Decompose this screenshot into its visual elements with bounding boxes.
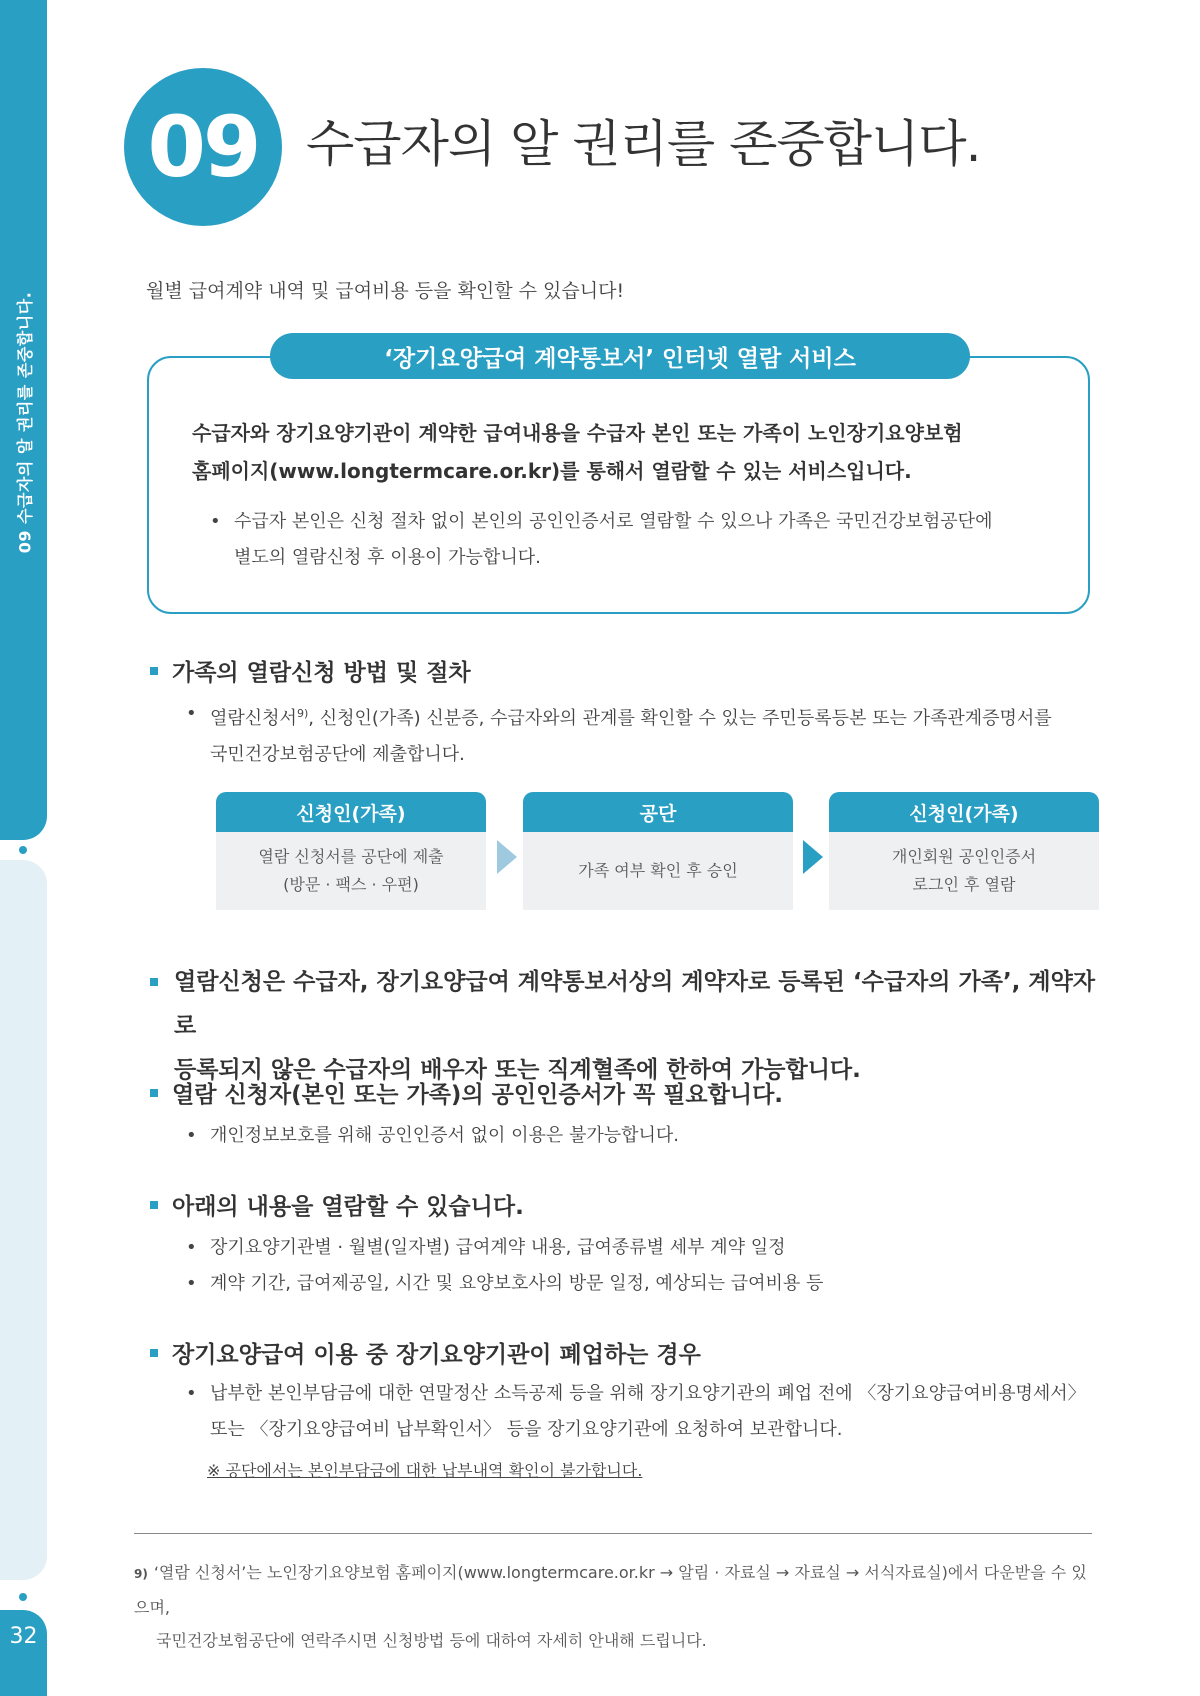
service-box-title: ‘장기요양급여 계약통보서’ 인터넷 열람 서비스 bbox=[270, 333, 970, 379]
bullet-dot: • bbox=[186, 1273, 197, 1294]
content-bullet bbox=[186, 1266, 1086, 1302]
service-bullet-line: 별도의 열람신청 후 이용이 가능합니다. bbox=[234, 547, 541, 568]
bullet-dot: • bbox=[186, 703, 197, 724]
flow-step-line: 열람 신청서를 공단에 제출 bbox=[258, 847, 444, 866]
section-heading-text: 열람 신청자(본인 또는 가족)의 공인인증서가 꼭 필요합니다. bbox=[172, 1082, 784, 1108]
flow-step-title: 신청인(가족) bbox=[216, 792, 486, 832]
family-bullet-pre: 열람신청서 bbox=[210, 708, 297, 729]
content-bullet-text: 계약 기간, 급여제공일, 시간 및 요양보호사의 방문 일정, 예상되는 급여비용 등 bbox=[210, 1273, 824, 1294]
square-bullet-icon bbox=[150, 978, 158, 986]
footnote-line: 국민건강보험공단에 연락주시면 신청방법 등에 대하여 자세히 안내해 드립니다. bbox=[156, 1631, 707, 1650]
square-bullet-icon bbox=[150, 1089, 158, 1097]
bullet-dot: • bbox=[186, 1383, 197, 1404]
footnote-number: 9) bbox=[134, 1567, 148, 1581]
cert-bullet bbox=[186, 1118, 1086, 1154]
service-description bbox=[192, 414, 1072, 490]
footnote bbox=[134, 1556, 1094, 1657]
flow-step-line: 로그인 후 열람 bbox=[912, 875, 1016, 894]
closure-bullet-line: 납부한 본인부담금에 대한 연말정산 소득공제 등을 위해 장기요양기관의 폐업 전에 〈장기요양급여비용명세서〉 bbox=[210, 1383, 1086, 1404]
section-heading bbox=[150, 654, 471, 687]
bullet-dot: • bbox=[210, 511, 221, 532]
square-bullet-icon bbox=[150, 1349, 158, 1357]
flow-step bbox=[829, 792, 1099, 910]
flow-step-line: 가족 여부 확인 후 승인 bbox=[578, 861, 738, 880]
service-description-line: 수급자와 장기요양기관이 계약한 급여내용을 수급자 본인 또는 가족이 노인장기요양보험 bbox=[192, 421, 963, 445]
family-bullet-line: 국민건강보험공단에 제출합니다. bbox=[210, 744, 465, 765]
flow-step-body bbox=[523, 832, 793, 910]
page-title: 수급자의 알 권리를 존중합니다. bbox=[306, 115, 981, 173]
service-description-line: 홈페이지(www.longtermcare.or.kr)를 통해서 열람할 수 있는 서비스입니다. bbox=[192, 459, 912, 483]
service-bullet-line: 수급자 본인은 신청 절차 없이 본인의 공인인증서로 열람할 수 있으나 가족은 국민건강보험공단에 bbox=[234, 511, 993, 532]
flow-arrow-icon bbox=[497, 840, 517, 874]
footnote-divider bbox=[134, 1533, 1092, 1534]
flow-step-title: 공단 bbox=[523, 792, 793, 832]
side-dot bbox=[19, 846, 27, 854]
side-chapter-label-wrap bbox=[0, 262, 47, 582]
content-bullet bbox=[186, 1230, 1086, 1266]
eligibility-line: 열람신청은 수급자, 장기요양급여 계약통보서상의 계약자로 등록된 ‘수급자의 가족’, 계약자로 bbox=[174, 969, 1096, 1039]
square-bullet-icon bbox=[150, 667, 158, 675]
square-bullet-icon bbox=[150, 1201, 158, 1209]
family-bullet-line bbox=[186, 696, 1106, 737]
flow-step-body bbox=[829, 832, 1099, 910]
side-chapter-label: 09 수급자의 알 권리를 존중합니다. bbox=[15, 291, 34, 553]
section-heading-text: 장기요양급여 이용 중 장기요양기관이 폐업하는 경우 bbox=[172, 1342, 701, 1368]
page-number-tab bbox=[0, 1610, 47, 1696]
family-bullet-post: , 신청인(가족) 신분증, 수급자와의 관계를 확인할 수 있는 주민등록등본 또는 가족관계증명서를 bbox=[308, 708, 1052, 729]
flow-arrow-icon bbox=[803, 840, 823, 874]
section-heading bbox=[150, 1336, 701, 1369]
bullet-dot: • bbox=[186, 1237, 197, 1258]
footnote-text: ‘열람 신청서’는 노인장기요양보험 홈페이지(www.longtermcare.or.kr → 알림 · 자료실 → 자료실 → 서식자료실)에서 다운받을 수 있으며, bbox=[134, 1563, 1087, 1617]
side-dot bbox=[19, 1593, 27, 1601]
eligibility-line: 등록되지 않은 수급자의 배우자 또는 직계혈족에 한하여 가능합니다. bbox=[174, 1057, 861, 1083]
section-heading bbox=[150, 1188, 524, 1221]
side-light-tab bbox=[0, 860, 47, 1580]
chapter-number-badge: 09 bbox=[124, 68, 282, 226]
footnote-ref: 9) bbox=[296, 707, 309, 720]
flow-step bbox=[216, 792, 486, 910]
family-bullet bbox=[186, 696, 1106, 773]
bullet-dot: • bbox=[186, 1125, 197, 1146]
flow-step-line: (방문 · 팩스 · 우편) bbox=[283, 875, 419, 894]
closure-bullet-line: 또는 〈장기요양급여비 납부확인서〉 등을 장기요양기관에 요청하여 보관합니다. bbox=[210, 1419, 843, 1440]
cert-bullet-text: 개인정보보호를 위해 공인인증서 없이 이용은 불가능합니다. bbox=[210, 1125, 680, 1146]
flow-step-title: 신청인(가족) bbox=[829, 792, 1099, 832]
section-heading-text: 가족의 열람신청 방법 및 절차 bbox=[172, 660, 471, 686]
intro-text: 월별 급여계약 내역 및 급여비용 등을 확인할 수 있습니다! bbox=[146, 280, 625, 302]
section-heading-text: 아래의 내용을 열람할 수 있습니다. bbox=[172, 1194, 524, 1220]
flow-step-body bbox=[216, 832, 486, 910]
footnote-line bbox=[134, 1556, 1094, 1624]
page-number: 32 bbox=[9, 1624, 38, 1649]
flow-step bbox=[523, 792, 793, 910]
eligibility-statement bbox=[150, 960, 1100, 1092]
service-bullet bbox=[210, 504, 1080, 576]
closure-note: ※ 공단에서는 본인부담금에 대한 납부내역 확인이 불가합니다. bbox=[207, 1461, 643, 1480]
flow-step-line: 개인회원 공인인증서 bbox=[891, 847, 1037, 866]
content-bullet-text: 장기요양기관별 · 월별(일자별) 급여계약 내용, 급여종류별 세부 계약 일정 bbox=[210, 1237, 786, 1258]
closure-bullet bbox=[186, 1376, 1106, 1448]
section-heading bbox=[150, 1076, 783, 1109]
